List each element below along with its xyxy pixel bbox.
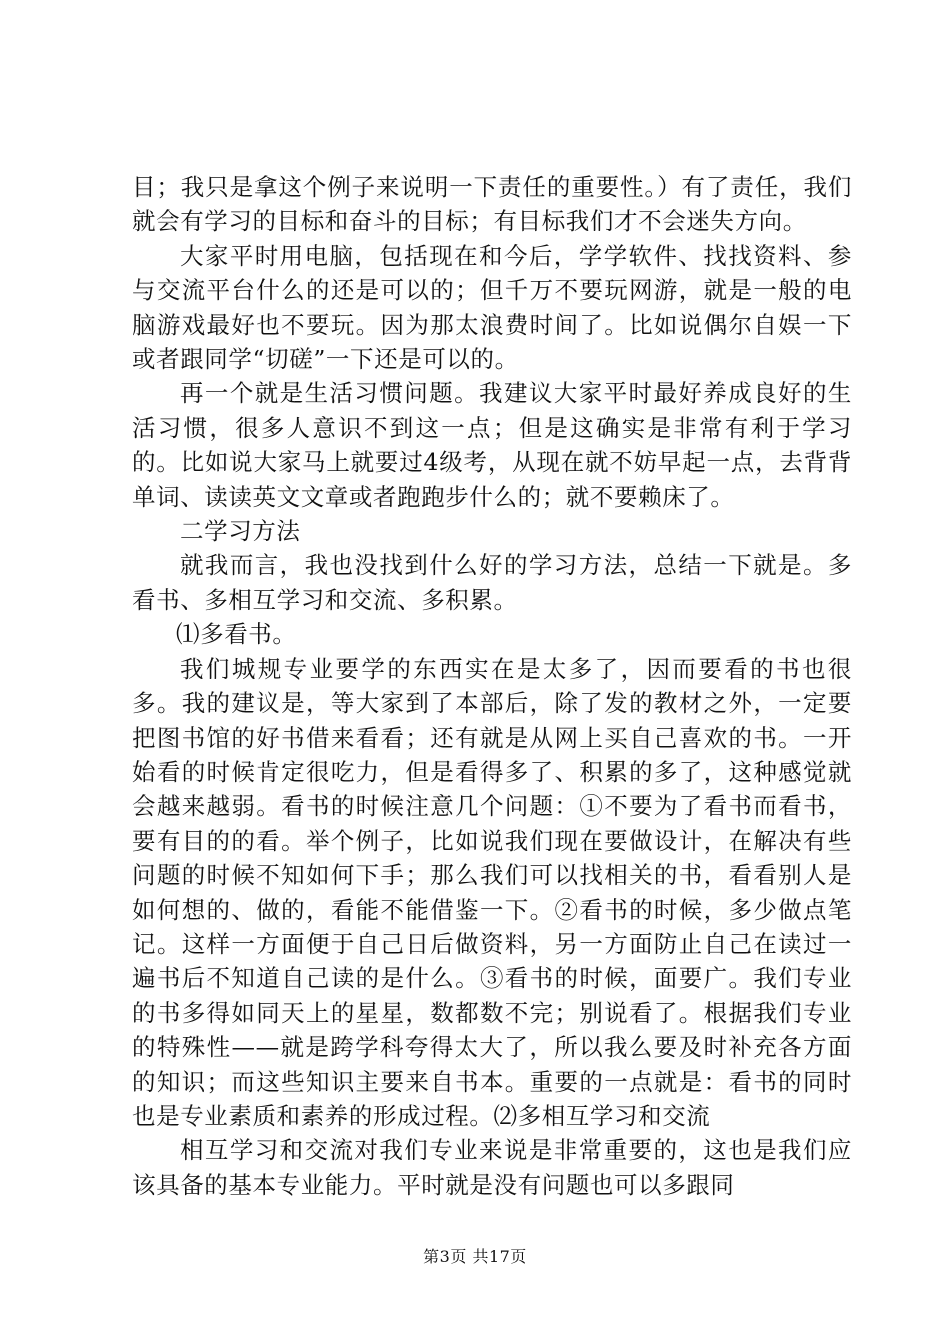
- paragraph-computer-use: 大家平时用电脑，包括现在和今后，学学软件、找找资料、参与交流平台什么的还是可以的；但千万不要玩网游，就是一般的电脑游戏最好也不要玩。因为那太浪费时间了。比如说偶尔自娱一下或者跟同学“切磋”一下还是可以的。: [132, 241, 852, 374]
- paragraph-living-habits: 再一个就是生活习惯问题。我建议大家平时最好养成良好的生活习惯，很多人意识不到这一点；但是这确实是非常有利于学习的。比如说大家马上就要过4级考，从现在就不妨早起一点，去背背单词、读读英文文章或者跑跑步什么的；就不要赖床了。: [132, 379, 852, 511]
- page-number-label: 第3页 共17页: [423, 1247, 527, 1266]
- paragraph-methods-summary: 就我而言，我也没找到什么好的学习方法，总结一下就是。多看书、多相互学习和交流、多积累。: [132, 551, 852, 614]
- paragraph-reading-advice: 我们城规专业要学的东西实在是太多了，因而要看的书也很多。我的建议是，等大家到了本部后，除了发的教材之外，一定要把图书馆的好书借来看看；还有就是从网上买自己喜欢的书。一开始看的时候肯定很吃力，但是看得多了、积累的多了，这种感觉就会越来越弱。看书的时候注意几个问题：①不要为了看书而看书，要有目的的看。举个例子，比如说我们现在要做设计，在解决有些问题的时候不知如何下手；那么我们可以找相关的书，看看别人是如何想的、做的，看能不能借鉴一下。②看书的时候，多少做点笔记。这样一方面便于自己日后做资料，另一方面防止自己在读过一遍书后不知道自己读的是什么。③看书的时候，面要广。我们专业的书多得如同天上的星星，数都数不完；别说看了。根据我们专业的特殊性——就是跨学科夸得太大了，所以我么要及时补充各方面的知识；而这些知识主要来自书本。重要的一点就是：看书的同时也是专业素质和素养的形成过程。⑵多相互学习和交流: [132, 654, 852, 1130]
- document-body: [132, 170, 852, 1202]
- paragraph-responsibility-conclusion: 目；我只是拿这个例子来说明一下责任的重要性。）有了责任，我们就会有学习的目标和奋斗的目标；有目标我们才不会迷失方向。: [132, 173, 852, 236]
- subheading-read-more-books: ⑴多看书。: [176, 620, 297, 649]
- section-heading-study-methods: 二学习方法: [180, 517, 301, 546]
- paragraph-mutual-learning: 相互学习和交流对我们专业来说是非常重要的，这也是我们应该具备的基本专业能力。平时就是没有问题也可以多跟同: [132, 1136, 852, 1199]
- page-footer: [0, 1244, 950, 1267]
